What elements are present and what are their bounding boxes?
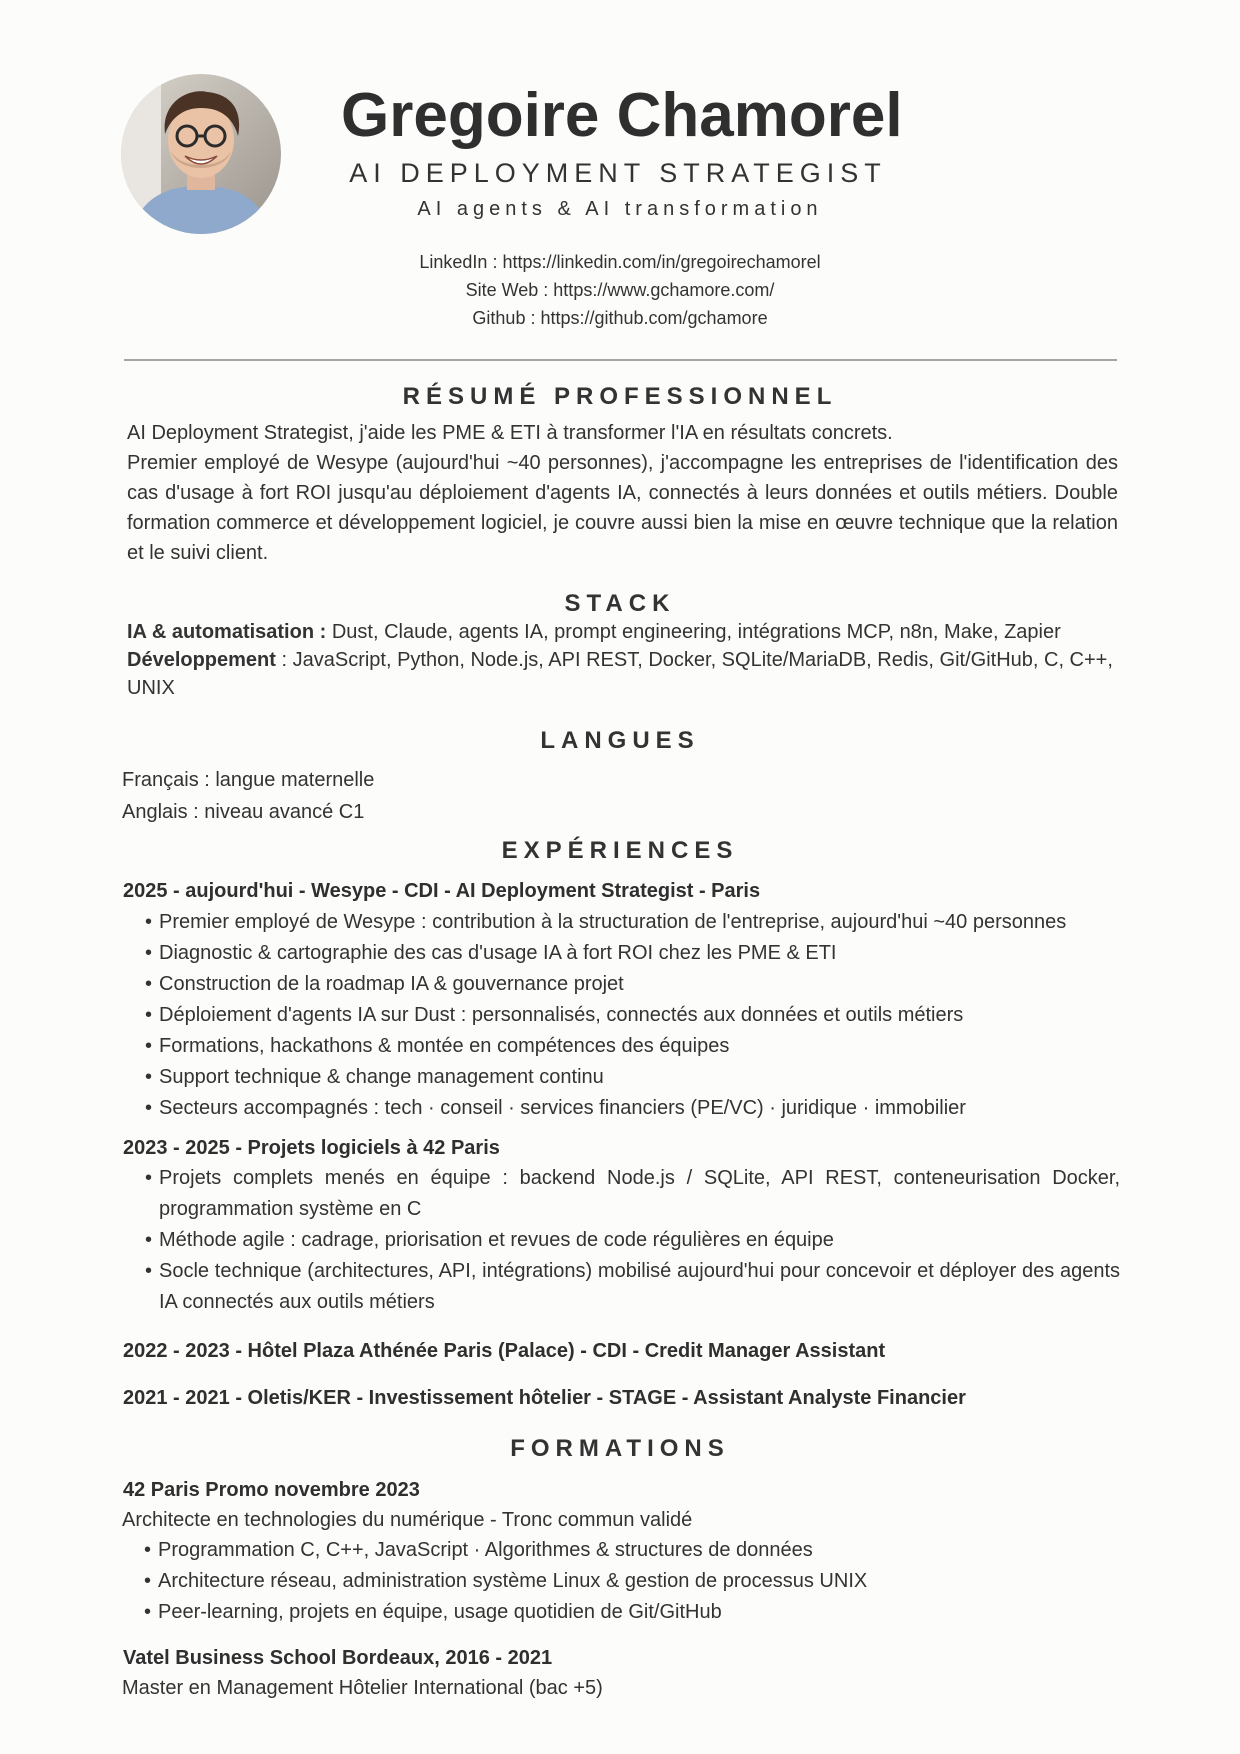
experience-heading: 2025 - aujourd'hui - Wesype - CDI - AI Deployment Strategist - Paris — [123, 880, 761, 902]
summary-line: AI Deployment Strategist, j'aide les PME & ETI à transformer l'IA en résultats concrets. — [127, 422, 893, 444]
experience-heading: 2022 - 2023 - Hôtel Plaza Athénée Paris (Palace) - CDI - Credit Manager Assistant — [123, 1340, 886, 1362]
formation-subtitle: Architecte en technologies du numérique - Tronc commun validé — [122, 1509, 693, 1531]
formation-heading: Vatel Business School Bordeaux, 2016 - 2021 — [123, 1647, 553, 1669]
experience-bullet: • Diagnostic & cartographie des cas d'usage IA à fort ROI chez les PME & ETI — [123, 938, 1123, 969]
formation-bullet: • Programmation C, C++, JavaScript · Algorithmes & structures de données — [122, 1535, 1122, 1566]
section-title-stack: STACK — [564, 590, 676, 617]
formation-bullet: • Peer-learning, projets en équipe, usage quotidien de Git/GitHub — [122, 1597, 1122, 1628]
experience-heading: 2023 - 2025 - Projets logiciels à 42 Paris — [123, 1137, 500, 1159]
experience-bullets — [123, 1163, 1123, 1318]
experience-bullets — [123, 907, 1123, 1124]
experience-bullet: • Premier employé de Wesype : contribution à la structuration de l'entreprise, aujourd'hui ~40 personnes — [123, 907, 1123, 938]
stack-ia-label: IA & automatisation : — [127, 621, 327, 643]
experience-bullet: • Déploiement d'agents IA sur Dust : personnalisés, connectés aux données et outils métiers — [123, 1000, 1123, 1031]
formation-subtitle: Master en Management Hôtelier International (bac +5) — [122, 1677, 603, 1699]
formation-bullet: • Architecture réseau, administration système Linux & gestion de processus UNIX — [122, 1566, 1122, 1597]
section-title-languages: LANGUES — [540, 727, 700, 754]
stack-ia-row — [127, 618, 1118, 646]
stack-dev-row — [127, 646, 1118, 702]
summary-body: Premier employé de Wesype (aujourd'hui ~40 personnes), j'accompagne les entreprises de l'identification des cas d'usage à fort ROI jusqu'au déploiement d'agents IA, connectés à leurs données et outils métiers. Double formation commerce et développement logiciel, je couvre aussi bien la mise en œuvre technique que la relation et le suivi client. — [127, 452, 1118, 564]
website-link[interactable]: Site Web : https://www.gchamore.com/ — [465, 280, 775, 300]
formation-bullets — [122, 1535, 1122, 1628]
stack-dev-label: Développement — [127, 649, 276, 671]
tagline-text: AI agents & AI transformation — [417, 198, 823, 220]
header-divider — [124, 359, 1117, 361]
job-title — [0, 158, 1240, 189]
experience-heading: 2021 - 2021 - Oletis/KER - Investissement hôtelier - STAGE - Assistant Analyste Financier — [123, 1387, 966, 1409]
section-title-experiences: EXPÉRIENCES — [501, 837, 739, 864]
language-item: Français : langue maternelle — [122, 769, 375, 791]
stack-ia-value: Dust, Claude, agents IA, prompt engineering, intégrations MCP, n8n, Make, Zapier — [326, 621, 1061, 643]
experience-bullet: • Méthode agile : cadrage, priorisation et revues de code régulières en équipe — [123, 1225, 1123, 1256]
stack-dev-value: : JavaScript, Python, Node.js, API REST, Docker, SQLite/MariaDB, Redis, Git/GitHub, C, C++, UNIX — [127, 649, 1113, 699]
experience-bullet: • Construction de la roadmap IA & gouvernance projet — [123, 969, 1123, 1000]
github-link[interactable]: Github : https://github.com/gchamore — [472, 308, 768, 328]
contact-links — [0, 248, 1240, 332]
experience-bullet: • Secteurs accompagnés : tech · conseil · services financiers (PE/VC) · juridique · immobilier — [123, 1093, 1123, 1124]
languages-list — [122, 764, 374, 828]
experience-bullet: • Projets complets menés en équipe : backend Node.js / SQLite, API REST, conteneurisation Docker, programmation système en C — [123, 1163, 1123, 1225]
formation-heading: 42 Paris Promo novembre 2023 — [123, 1479, 420, 1501]
person-name: Gregoire Chamorel — [341, 81, 903, 150]
section-title-summary: RÉSUMÉ PROFESSIONNEL — [402, 383, 838, 410]
experience-bullet: • Socle technique (architectures, API, intégrations) mobilisé aujourd'hui pour concevoir et déployer des agents IA connectés aux outils métiers — [123, 1256, 1123, 1318]
stack-list — [127, 618, 1118, 702]
section-title-formations: FORMATIONS — [510, 1435, 730, 1462]
language-item: Anglais : niveau avancé C1 — [122, 801, 365, 823]
job-title-text: AI DEPLOYMENT STRATEGIST — [349, 158, 887, 188]
linkedin-link[interactable]: LinkedIn : https://linkedin.com/in/gregoirechamorel — [419, 252, 821, 272]
tagline — [0, 198, 1240, 221]
experience-bullet: • Support technique & change management continu — [123, 1062, 1123, 1093]
summary-text — [127, 418, 1118, 568]
experience-bullet: • Formations, hackathons & montée en compétences des équipes — [123, 1031, 1123, 1062]
